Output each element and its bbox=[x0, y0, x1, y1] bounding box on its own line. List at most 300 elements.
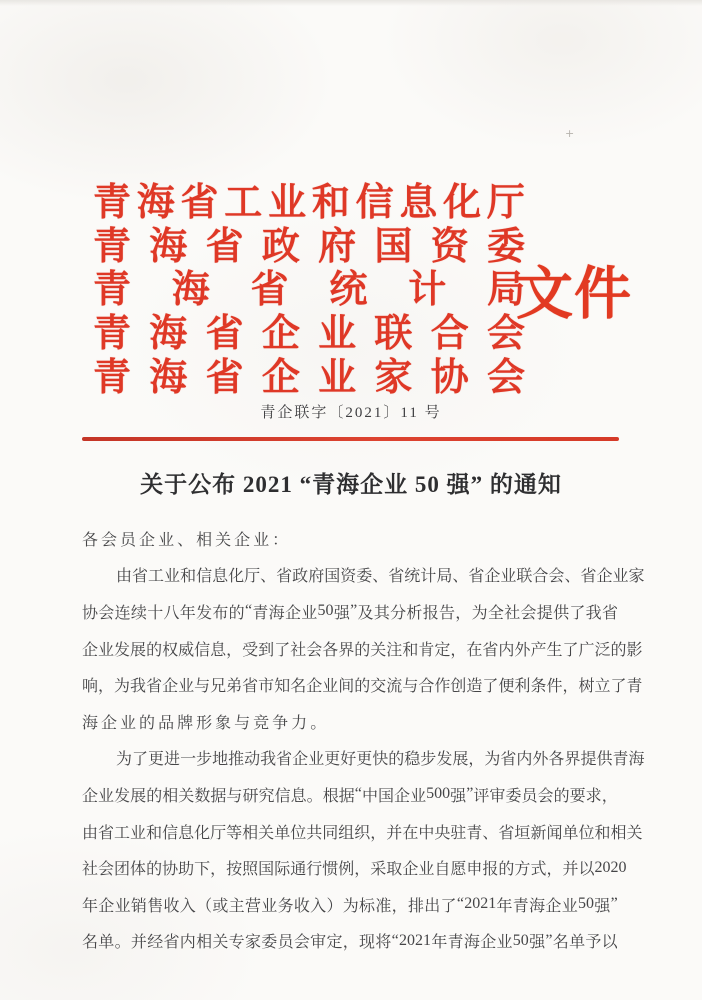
glyph: 排 bbox=[407, 897, 424, 915]
body-text-line bbox=[82, 923, 618, 960]
glyph: 中 bbox=[361, 787, 378, 805]
glyph: 的 bbox=[498, 861, 515, 879]
glyph: 在 bbox=[402, 824, 419, 842]
glyph: 助 bbox=[178, 861, 195, 879]
glyph: 由 bbox=[82, 824, 99, 842]
glyph: 省 bbox=[388, 568, 405, 586]
glyph: 外 bbox=[532, 751, 549, 769]
glyph: ” bbox=[545, 931, 553, 949]
body-text-line bbox=[82, 849, 627, 886]
body-text-line bbox=[82, 593, 618, 630]
glyph: 的 bbox=[553, 787, 570, 805]
glyph: 和 bbox=[146, 824, 163, 842]
glyph: ， bbox=[370, 824, 387, 842]
glyph: 息 bbox=[290, 787, 307, 805]
glyph: 中 bbox=[418, 824, 435, 842]
glyph: 泛 bbox=[594, 641, 611, 659]
glyph: 体 bbox=[130, 861, 147, 879]
glyph: 界 bbox=[564, 751, 581, 769]
glyph: 资 bbox=[340, 568, 357, 586]
glyph: ， bbox=[601, 787, 618, 805]
glyph: 展 bbox=[452, 751, 469, 769]
glyph: 相 bbox=[196, 531, 213, 549]
glyph: 报 bbox=[482, 861, 499, 879]
glyph: 、 bbox=[372, 568, 389, 586]
glyph: 和 bbox=[402, 641, 419, 659]
glyph: 厅 bbox=[244, 568, 261, 586]
glyph: 影 bbox=[626, 641, 643, 659]
glyph: “ bbox=[354, 785, 362, 803]
glyph: 经 bbox=[147, 934, 164, 952]
glyph: 以 bbox=[578, 861, 595, 879]
letterhead-org-line bbox=[93, 351, 525, 399]
glyph: 了 bbox=[440, 897, 457, 915]
glyph: 入 bbox=[179, 897, 196, 915]
glyph: 布 bbox=[212, 604, 229, 622]
glyph: 信 bbox=[196, 568, 213, 586]
glyph: 关 bbox=[258, 824, 275, 842]
glyph: 的 bbox=[146, 787, 163, 805]
glyph: ， bbox=[468, 751, 485, 769]
glyph: 青 bbox=[93, 182, 132, 225]
glyph: ， bbox=[210, 861, 227, 879]
glyph: 海 bbox=[628, 751, 645, 769]
glyph: 省 bbox=[580, 568, 597, 586]
glyph: 位 bbox=[290, 824, 307, 842]
glyph: 关 bbox=[212, 934, 229, 952]
glyph: ， bbox=[450, 641, 467, 659]
glyph: 业 bbox=[164, 568, 181, 586]
glyph: 究 bbox=[258, 787, 275, 805]
glyph: 协 bbox=[82, 604, 99, 622]
glyph: 合 bbox=[430, 313, 469, 356]
glyph: 资 bbox=[430, 225, 469, 268]
glyph: 年 bbox=[431, 934, 448, 952]
body-text-line bbox=[82, 813, 643, 850]
glyph: 据 bbox=[338, 787, 355, 805]
glyph: 现 bbox=[359, 934, 376, 952]
glyph: ” bbox=[466, 785, 474, 803]
glyph: 与 bbox=[194, 678, 211, 696]
glyph: 注 bbox=[386, 641, 403, 659]
glyph: 家 bbox=[628, 568, 645, 586]
glyph: 快 bbox=[372, 751, 389, 769]
glyph: 为 bbox=[484, 751, 501, 769]
glyph: 省 bbox=[205, 225, 244, 268]
glyph: “ bbox=[391, 931, 399, 949]
glyph: 会 bbox=[101, 531, 118, 549]
glyph: 内 bbox=[179, 934, 196, 952]
glyph: 的 bbox=[610, 641, 627, 659]
glyph: 、 bbox=[564, 568, 581, 586]
glyph: 并 bbox=[130, 934, 147, 952]
glyph: 省 bbox=[163, 934, 180, 952]
glyph: 省 bbox=[205, 313, 244, 356]
glyph: 海 bbox=[82, 714, 99, 732]
glyph: 国 bbox=[258, 861, 275, 879]
glyph: 省 bbox=[482, 641, 499, 659]
glyph: 驻 bbox=[450, 824, 467, 842]
glyph: 2020 bbox=[594, 858, 627, 876]
glyph: 海 bbox=[463, 934, 480, 952]
body-text-line bbox=[82, 703, 618, 740]
glyph: 业 bbox=[496, 934, 513, 952]
glyph: 青 bbox=[252, 604, 269, 622]
glyph: 和 bbox=[311, 182, 350, 225]
glyph: 企 bbox=[82, 787, 99, 805]
glyph: 组 bbox=[338, 824, 355, 842]
glyph: 据 bbox=[210, 787, 227, 805]
glyph: 企 bbox=[545, 897, 562, 915]
glyph: 强 bbox=[333, 604, 350, 622]
glyph: 息 bbox=[178, 824, 195, 842]
glyph: 取 bbox=[386, 861, 403, 879]
glyph: 审 bbox=[310, 934, 327, 952]
glyph: 、 bbox=[260, 568, 277, 586]
glyph: 收 bbox=[163, 897, 180, 915]
glyph: 例 bbox=[338, 861, 355, 879]
glyph: 并 bbox=[386, 824, 403, 842]
glyph: 分 bbox=[390, 604, 407, 622]
glyph: 数 bbox=[194, 787, 211, 805]
glyph: 的 bbox=[146, 641, 163, 659]
glyph: 发 bbox=[436, 751, 453, 769]
glyph: 青 bbox=[512, 897, 529, 915]
glyph: 计 bbox=[408, 269, 447, 312]
glyph: 企 bbox=[484, 568, 501, 586]
glyph: 展 bbox=[130, 787, 147, 805]
glyph: 员 bbox=[277, 934, 294, 952]
glyph: 海 bbox=[149, 225, 188, 268]
glyph: 告 bbox=[439, 604, 456, 622]
document-reference-number: 青企联字〔2021〕11 号 bbox=[260, 405, 442, 421]
glyph: 业 bbox=[322, 678, 339, 696]
glyph: 间 bbox=[338, 678, 355, 696]
glyph: 的 bbox=[139, 714, 156, 732]
glyph: 我 bbox=[130, 678, 147, 696]
glyph: 收 bbox=[293, 897, 310, 915]
glyph: 关 bbox=[215, 531, 232, 549]
glyph: 相 bbox=[242, 824, 259, 842]
glyph: 青 bbox=[626, 678, 643, 696]
glyph: 新 bbox=[530, 824, 547, 842]
glyph: 标 bbox=[359, 897, 376, 915]
glyph: 府 bbox=[318, 225, 357, 268]
glyph: 我 bbox=[585, 604, 602, 622]
glyph: 了 bbox=[562, 641, 579, 659]
glyph: 工 bbox=[224, 182, 263, 225]
glyph: 省 bbox=[500, 751, 517, 769]
glyph: 企 bbox=[234, 531, 251, 549]
glyph: 息 bbox=[210, 641, 227, 659]
glyph: 业 bbox=[120, 714, 137, 732]
glyph: 省 bbox=[132, 568, 149, 586]
glyph: 准 bbox=[375, 897, 392, 915]
glyph: 会 bbox=[537, 787, 554, 805]
glyph: 响 bbox=[82, 678, 99, 696]
glyph: 件 bbox=[546, 678, 563, 696]
glyph: 通 bbox=[290, 861, 307, 879]
glyph: 家 bbox=[374, 356, 413, 399]
glyph: 联 bbox=[516, 568, 533, 586]
glyph: ， bbox=[98, 678, 115, 696]
glyph: 牌 bbox=[177, 714, 194, 732]
glyph: 业 bbox=[98, 787, 115, 805]
body-text-line bbox=[82, 886, 618, 923]
glyph: 单 bbox=[569, 934, 586, 952]
letterhead-org-names bbox=[93, 177, 525, 399]
glyph: 的 bbox=[146, 861, 163, 879]
glyph: 企 bbox=[402, 861, 419, 879]
glyph: ， bbox=[562, 678, 579, 696]
glyph: 企 bbox=[480, 934, 497, 952]
glyph: 申 bbox=[466, 861, 483, 879]
glyph: 工 bbox=[148, 568, 165, 586]
glyph: 。 bbox=[310, 714, 327, 732]
glyph: 续 bbox=[130, 604, 147, 622]
glyph: 立 bbox=[594, 678, 611, 696]
glyph: 。 bbox=[114, 934, 131, 952]
letterhead-org-line bbox=[93, 221, 525, 268]
glyph: 企 bbox=[101, 714, 118, 732]
glyph: 闻 bbox=[546, 824, 563, 842]
glyph: 兄 bbox=[210, 678, 227, 696]
glyph: 海 bbox=[529, 897, 546, 915]
glyph: 我 bbox=[260, 751, 277, 769]
glyph: 品 bbox=[158, 714, 175, 732]
glyph: 海 bbox=[136, 182, 175, 225]
glyph: 会 bbox=[293, 934, 310, 952]
glyph: 主 bbox=[228, 897, 245, 915]
glyph: 到 bbox=[258, 641, 275, 659]
scan-registration-mark: + bbox=[565, 127, 575, 140]
glyph: 省 bbox=[98, 824, 115, 842]
glyph: 局 bbox=[436, 568, 453, 586]
glyph: 自 bbox=[434, 861, 451, 879]
glyph: 和 bbox=[180, 568, 197, 586]
glyph: 发 bbox=[196, 604, 213, 622]
glyph: 由 bbox=[116, 568, 133, 586]
glyph: 根 bbox=[322, 787, 339, 805]
glyph: 会 bbox=[486, 313, 525, 356]
glyph: 企 bbox=[596, 568, 613, 586]
glyph: 协 bbox=[430, 356, 469, 399]
glyph: 并 bbox=[562, 861, 579, 879]
glyph: 了 bbox=[610, 678, 627, 696]
glyph: 青 bbox=[466, 824, 483, 842]
glyph: 500 bbox=[426, 785, 451, 803]
glyph: 照 bbox=[242, 861, 259, 879]
glyph: 更 bbox=[148, 751, 165, 769]
glyph: 。 bbox=[306, 787, 323, 805]
glyph: 名 bbox=[82, 934, 99, 952]
glyph: 息 bbox=[399, 182, 438, 225]
glyph: 化 bbox=[443, 182, 482, 225]
glyph: 下 bbox=[194, 861, 211, 879]
glyph: 年 bbox=[82, 897, 99, 915]
glyph: 联 bbox=[374, 313, 413, 356]
glyph: 便 bbox=[498, 678, 515, 696]
glyph: 业 bbox=[158, 531, 175, 549]
glyph: 的 bbox=[388, 751, 405, 769]
glyph: “ bbox=[456, 895, 464, 913]
glyph: ： bbox=[272, 531, 289, 549]
glyph: 与 bbox=[226, 787, 243, 805]
glyph: 企 bbox=[139, 531, 156, 549]
glyph: 的 bbox=[228, 604, 245, 622]
glyph: 企 bbox=[306, 678, 323, 696]
body-text-line bbox=[82, 740, 645, 777]
glyph: 企 bbox=[261, 356, 300, 399]
glyph: 了 bbox=[482, 678, 499, 696]
glyph: 业 bbox=[410, 787, 427, 805]
document-title: 关于公布 2021 “青海企业 50 强” 的通知 bbox=[140, 472, 562, 497]
glyph: 府 bbox=[308, 568, 325, 586]
glyph: 50 bbox=[317, 602, 334, 620]
glyph: 式 bbox=[530, 861, 547, 879]
glyph: 了 bbox=[569, 604, 586, 622]
glyph: 更 bbox=[324, 751, 341, 769]
glyph: 单 bbox=[274, 824, 291, 842]
glyph: 关 bbox=[626, 824, 643, 842]
glyph: 同 bbox=[322, 824, 339, 842]
glyph: 造 bbox=[466, 678, 483, 696]
glyph: 树 bbox=[578, 678, 595, 696]
glyph: 相 bbox=[610, 824, 627, 842]
glyph: 权 bbox=[162, 641, 179, 659]
glyph: 肯 bbox=[418, 641, 435, 659]
glyph: 竞 bbox=[253, 714, 270, 732]
glyph: 厅 bbox=[210, 824, 227, 842]
glyph: 市 bbox=[258, 678, 275, 696]
glyph: 八 bbox=[163, 604, 180, 622]
glyph: 政 bbox=[292, 568, 309, 586]
body-text-line bbox=[82, 776, 618, 813]
glyph: ， bbox=[354, 861, 371, 879]
glyph: 等 bbox=[226, 824, 243, 842]
glyph: 地 bbox=[212, 751, 229, 769]
glyph: 协 bbox=[162, 861, 179, 879]
glyph: 和 bbox=[594, 824, 611, 842]
glyph: 供 bbox=[553, 604, 570, 622]
glyph: 提 bbox=[580, 751, 597, 769]
glyph: 内 bbox=[516, 751, 533, 769]
glyph: 信 bbox=[274, 787, 291, 805]
glyph: 界 bbox=[338, 641, 355, 659]
glyph: 的 bbox=[354, 678, 371, 696]
glyph: 际 bbox=[274, 861, 291, 879]
glyph: 青 bbox=[93, 356, 132, 399]
glyph: 业 bbox=[253, 531, 270, 549]
glyph: 为 bbox=[342, 897, 359, 915]
glyph: 50 bbox=[512, 931, 529, 949]
glyph: 省 bbox=[498, 824, 515, 842]
glyph: “ bbox=[244, 602, 253, 620]
glyph: 业 bbox=[130, 824, 147, 842]
glyph: 省 bbox=[146, 678, 163, 696]
glyph: 广 bbox=[578, 641, 595, 659]
glyph: 生 bbox=[546, 641, 563, 659]
glyph: 计 bbox=[420, 568, 437, 586]
glyph: 企 bbox=[98, 897, 115, 915]
glyph: 海 bbox=[268, 604, 285, 622]
glyph: 业 bbox=[268, 182, 307, 225]
glyph: 创 bbox=[450, 678, 467, 696]
glyph: 名 bbox=[552, 934, 569, 952]
glyph: ， bbox=[391, 897, 408, 915]
glyph: 业 bbox=[114, 897, 131, 915]
glyph: 连 bbox=[114, 604, 131, 622]
glyph: 流 bbox=[386, 678, 403, 696]
glyph: 委 bbox=[505, 787, 522, 805]
glyph: 展 bbox=[130, 641, 147, 659]
glyph: 以 bbox=[601, 934, 618, 952]
glyph: 委 bbox=[356, 568, 373, 586]
glyph: 家 bbox=[244, 934, 261, 952]
glyph: 会 bbox=[486, 356, 525, 399]
glyph: 研 bbox=[242, 787, 259, 805]
glyph: 省 bbox=[180, 182, 219, 225]
glyph: 海 bbox=[149, 313, 188, 356]
glyph: 年 bbox=[496, 897, 513, 915]
glyph: 售 bbox=[147, 897, 164, 915]
glyph: 营 bbox=[244, 897, 261, 915]
glyph: 业 bbox=[318, 313, 357, 356]
glyph: ” bbox=[610, 895, 618, 913]
glyph: 进 bbox=[164, 751, 181, 769]
glyph: 定 bbox=[326, 934, 343, 952]
body-text-line bbox=[82, 630, 643, 667]
glyph: 社 bbox=[290, 641, 307, 659]
glyph: 销 bbox=[130, 897, 147, 915]
glyph: 力 bbox=[291, 714, 308, 732]
glyph: 、 bbox=[177, 531, 194, 549]
glyph: 共 bbox=[306, 824, 323, 842]
glyph: 出 bbox=[424, 897, 441, 915]
glyph: 愿 bbox=[450, 861, 467, 879]
glyph: 2021 bbox=[399, 931, 432, 949]
glyph: 位 bbox=[578, 824, 595, 842]
glyph: 威 bbox=[178, 641, 195, 659]
glyph: 统 bbox=[404, 568, 421, 586]
glyph: 垣 bbox=[514, 824, 531, 842]
glyph: ， bbox=[455, 604, 472, 622]
glyph: 提 bbox=[536, 604, 553, 622]
glyph: 青 bbox=[93, 269, 132, 312]
glyph: 2021 bbox=[464, 895, 497, 913]
glyph: 省 bbox=[250, 269, 289, 312]
glyph: 务 bbox=[277, 897, 294, 915]
glyph: 评 bbox=[473, 787, 490, 805]
glyph: 全 bbox=[487, 604, 504, 622]
body-text-line bbox=[82, 557, 645, 594]
glyph: 单 bbox=[98, 934, 115, 952]
glyph: 织 bbox=[354, 824, 371, 842]
glyph: 业 bbox=[301, 604, 318, 622]
glyph: 步 bbox=[196, 751, 213, 769]
red-divider-rule bbox=[82, 437, 619, 441]
glyph: 国 bbox=[374, 225, 413, 268]
glyph: 员 bbox=[521, 787, 538, 805]
glyph: 业 bbox=[178, 678, 195, 696]
glyph: 相 bbox=[162, 787, 179, 805]
glyph: 入 bbox=[310, 897, 327, 915]
glyph: 央 bbox=[434, 824, 451, 842]
glyph: 企 bbox=[394, 787, 411, 805]
glyph: 了 bbox=[274, 641, 291, 659]
glyph: 为 bbox=[116, 751, 133, 769]
glyph: 企 bbox=[162, 678, 179, 696]
